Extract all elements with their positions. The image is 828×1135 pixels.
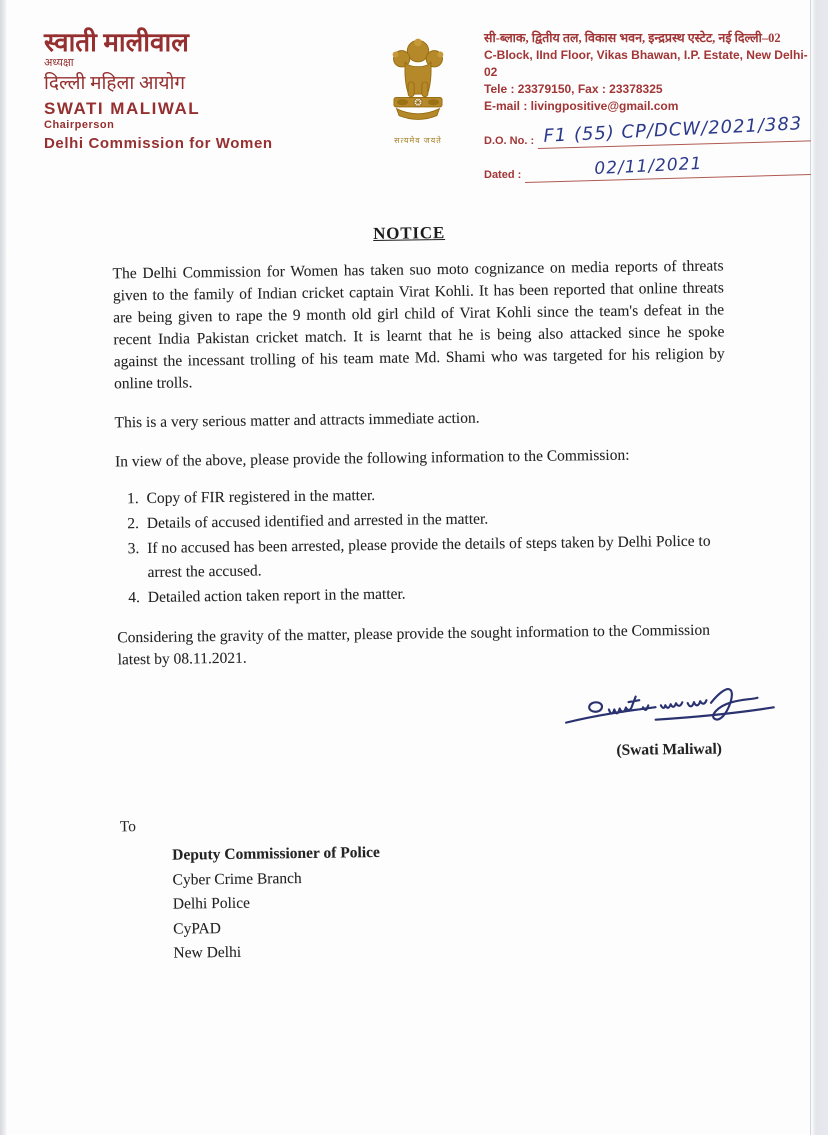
tele-fax-line: Tele : 23379150, Fax : 23378325 (484, 82, 663, 96)
letterhead-right-block (470, 30, 811, 183)
do-number-handwritten-value: F1 (55) CP/DCW/2021/383 (543, 113, 803, 147)
list-item: 3. If no accused has been arrested, please provide the details of steps taken by Delhi Police to arrest the accused. (143, 529, 728, 585)
letter-body (7, 218, 821, 968)
chairperson-title: Chairperson (44, 119, 115, 131)
signature-block (13, 675, 780, 768)
recipient-branch: Cyber Crime Branch (172, 869, 302, 889)
requested-information-list (115, 479, 728, 610)
office-address: C-Block, IInd Floor, Vikas Bhawan, I.P. Estate, New Delhi-02 (484, 48, 808, 79)
recipient-city: New Delhi (173, 943, 242, 962)
signatory-printed-name: (Swati Maliwal) (616, 740, 722, 759)
list-item: 2. Details of accused identified and arrested in the matter. (143, 504, 727, 536)
recipient-salutation: To (119, 818, 137, 836)
dated-label: Dated : (484, 169, 522, 181)
chairperson-name: SWATI MALIWAL (44, 99, 201, 118)
chairperson-title-hindi: अध्यक्षा (44, 57, 74, 69)
paragraph-serious-matter: This is a very serious matter and attracts immediate action. (114, 409, 480, 432)
notice-heading: NOTICE (373, 223, 446, 243)
national-emblem (366, 32, 470, 146)
ashoka-emblem-icon (375, 32, 461, 132)
commission-name-hindi: दिल्ली महिला आयोग (44, 73, 186, 94)
dated-handwritten-value: 02/11/2021 (594, 153, 704, 180)
signature-handwriting (562, 675, 778, 736)
paragraph-provide-info: In view of the above, please provide the following information to the Commission: (114, 446, 630, 471)
letterhead (7, 30, 811, 183)
dated-line (525, 150, 811, 183)
chairperson-name-hindi: स्वाती मालीवाल (44, 28, 189, 57)
do-number-row (484, 113, 811, 149)
letter-page (7, 0, 811, 1135)
photo-left-edge (0, 0, 7, 1135)
letterhead-left-block (7, 30, 366, 154)
list-item: 1. Copy of FIR registered in the matter. (142, 479, 726, 511)
dated-row (484, 153, 811, 183)
recipient-designation: Deputy Commissioner of Police (172, 843, 380, 864)
do-number-line (537, 113, 810, 149)
paragraph-deadline: Considering the gravity of the matter, please provide the sought information to the Commission latest by 08.11.2021. (117, 621, 711, 669)
paragraph-suo-moto: The Delhi Commission for Women has taken suo moto cognizance on media reports of threats given to the family of Indian cricket captain Virat Kohli. It has been reported that online threats are being given to rape the 9 month old girl child of Virat Kohli since the team's defeat in the recent India Pakistan cricket match. It is learnt that he is being also attacked since he spoke against the incessant trolling of his team mate Md. Shami who was targeted for his religion by online trolls. (112, 257, 725, 393)
recipient-unit: CyPAD (173, 919, 221, 938)
email-line: E-mail : livingpositive@gmail.com (484, 99, 679, 113)
recipient-force: Delhi Police (172, 894, 251, 913)
do-number-label: D.O. No. : (484, 135, 535, 147)
recipient-address-block (172, 835, 821, 966)
emblem-motto: सत्यमेव जयते (394, 136, 442, 145)
list-item: 4. Detailed action taken report in the matter. (144, 578, 728, 610)
office-address-hindi: सी-ब्लाक, द्वितीय तल, विकास भवन, इन्द्रप्रस्थ एस्टेट, नई दिल्ली–02 (484, 31, 781, 45)
commission-name: Delhi Commission for Women (44, 135, 273, 152)
